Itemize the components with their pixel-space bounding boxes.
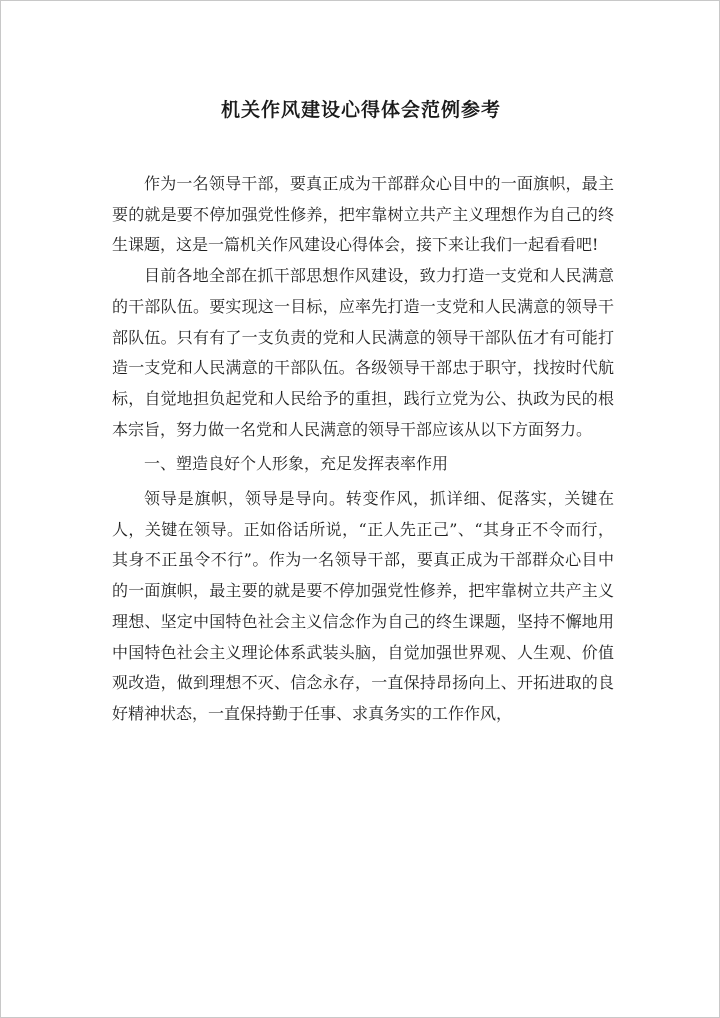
section-heading: 一、塑造良好个人形象，充足发挥表率作用 bbox=[144, 454, 449, 474]
document-title: 机关作风建设心得体会范例参考 bbox=[220, 99, 501, 121]
body-paragraph: 领导是旗帜，领导是导向。转变作风，抓详细、促落实，关键在人，关键在领导。正如俗话所说，“正人先正己”、“其身正不令而行，其身不正虽令不行”。作为一名领导干部，要真正成为干部群众心目中的一面旗帜，最主要的就是要不停加强党性修养，把牢靠树立共产主义理想、坚定中国特色社会主义信念作为自己的终生课题，坚持不懈地用中国特色社会主义理论体系武装头脑，自觉加强世界观、人生观、价值观改造，做到理想不灭、信念永存，一直保持昂扬向上、开拓进取的良好精神状态，一直保持勤于任事、求真务实的工作作风， bbox=[112, 489, 614, 723]
document-body bbox=[112, 169, 614, 730]
body-paragraph: 目前各地全部在抓干部思想作风建设，致力打造一支党和人民满意的干部队伍。要实现这一目标，应率先打造一支党和人民满意的领导干部队伍。只有有了一支负责的党和人民满意的领导干部队伍才有可能打造一支党和人民满意的干部队伍。各级领导干部忠于职守，找按时代航标，自觉地担负起党和人民给予的重担，践行立党为公、执政为民的根本宗旨，努力做一名党和人民满意的领导干部应该从以下方面努力。 bbox=[112, 266, 614, 439]
intro-paragraph: 作为一名领导干部，要真正成为干部群众心目中的一面旗帜，最主要的就是要不停加强党性修养，把牢靠树立共产主义理想作为自己的终生课题，这是一篇机关作风建设心得体会，接下来让我们一起看看吧! bbox=[112, 174, 614, 255]
